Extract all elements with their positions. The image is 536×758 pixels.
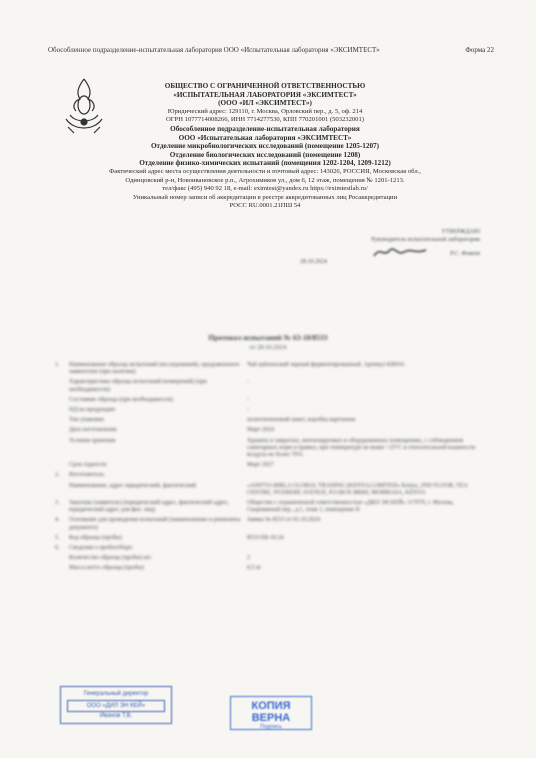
row-label: Код образца (пробы) [69,534,122,541]
row-value: Чай цейлонский черный ферментированный. Артикул KR016 [247,362,405,368]
signature-icon [370,244,430,260]
approval-position: Руководитель испытательной лаборатории [371,237,480,243]
approval-name: Р.С. Фокеев [450,251,480,257]
table-row [55,407,485,414]
row-number [55,483,69,497]
stamp-company-name: ООО «ДИЛ ЭН КЕЙ» [86,703,146,709]
approval-date: 28.10.2024 [300,259,327,265]
row-value: Общество с ограниченной ответственностью «ДИЛ ЭН КЕЙ» 117079, г. Москва, Скорняжный пер., д.1, этаж 1, помещение II [247,500,454,514]
stamp-signature-label: Подпись [260,724,282,730]
division-line2: ООО «Испытательная лаборатория «ЭКСИМТЕСТ» [178,133,352,142]
department-micro: Отделение микробиологических исследований (помещение 1205-1207) [150,142,380,151]
row-label: Условия хранения [69,437,116,444]
row-number [55,397,69,404]
organization-header [60,82,470,211]
department-bio: Отделение биологических исследований (помещение 1208) [169,150,361,159]
row-label: Состояние образца (при необходимости) [69,396,173,403]
table-row [55,462,485,469]
row-number [55,417,69,424]
row-number: 5. [55,534,60,541]
stamp-director-title: Генеральный директор [83,691,149,697]
org-name-line2: «ИСПЫТАТЕЛЬНАЯ ЛАБОРАТОРИЯ «ЭКСИМТЕСТ» [173,90,357,99]
approval-block [300,228,480,266]
form-header-org: Обособленное подразделение-испытательная лаборатория ООО «Испытательная лаборатория «ЭКСИМТЕСТ» [48,46,380,54]
row-number [55,565,69,572]
row-value: 2 [247,555,250,562]
row-number [55,438,69,460]
table-row [55,545,485,552]
org-name-line1: ОБЩЕСТВО С ОГРАНИЧЕННОЙ ОТВЕТСТВЕННОСТЬЮ [164,82,366,90]
table-row [55,438,485,460]
row-label: Сведения о пробоотборе: [69,545,134,552]
registry-line2: РОСС RU.0001.21ПШ 54 [229,202,301,210]
row-value: полиэтиленовый пакет, коробка картонная [247,417,356,424]
row-label: Наименование, адрес юридический, фактический [69,482,196,489]
form-header-line [48,46,494,54]
protocol-date: от 28.10.2024 [249,344,287,351]
table-row [55,379,485,393]
row-value [247,472,485,479]
row-number [55,555,69,562]
stamp-director-name: Иванов Т.В. [99,713,133,719]
table-row [55,417,485,424]
row-label: Основание для проведения испытаний (наименование и реквизиты документа) [69,517,241,531]
row-label: Изготовитель: [69,472,106,479]
division-line1: Обособленное подразделение-испытательная лаборатория [170,124,360,133]
table-row [55,397,485,404]
actual-address-line1: Фактический адрес места осуществления деятельности и почтовый адрес: 143026, РОССИЯ, Московская обл., [109,167,421,175]
protocol-title: Протокол испытаний № 63-18/8533 [208,333,328,342]
row-value [247,545,485,552]
row-value: 8533-ЕБ-10.24 [247,534,284,541]
row-value: «ADITYA BIRLA GLOBAL TRADING (KENYA) LIMITED» Kenya, 2ND FLOOR, TEA CENTRE, NYERERE AVENUE, P.O.BOX 88060, MOMBASA, KENYA [247,482,468,496]
stamp-company-box [67,700,165,712]
row-value: - [247,407,249,414]
registration-ids: ОГРН 1077714008266, ИНН 7714277530, КПП 770201001 (503232001) [166,116,364,124]
row-value: Хранить в закрытых, вентилируемых и оборудованных помещениях, с соблюдением санитарных норм и правил, при температуре не выше +25°С и относительной влажности воздуха не более 70%. [247,437,476,459]
actual-address-line2: Одинцовский р-н, Новоивановское р.п., Агрохимиков ул., дом 6, 12 этаж, помещения № 1201-1213. [125,176,405,184]
director-stamp [60,686,172,724]
row-value: Март 2024 [247,427,275,434]
table-row [55,472,485,479]
row-number: 4. [55,517,60,524]
form-number: Форма 22 [465,46,494,54]
row-label: Количество образца (пробы) шт. [69,555,152,562]
row-number: 6. [55,545,60,552]
row-label: Заказчик (заявитель) (юридический адрес, фактический адрес, юридический адрес для физ. лиц) [69,500,230,514]
row-label: Дата изготовления [69,427,117,434]
table-row [55,555,485,562]
row-label: Масса нетто образца (пробы) [69,565,144,572]
row-value: - [247,396,249,403]
row-number: 1. [55,362,60,368]
row-number: 2. [55,472,60,479]
table-row [55,483,485,497]
row-value: Март 2027 [247,462,275,469]
table-row [55,500,485,514]
stamp-copy-text: КОПИЯ ВЕРНА [251,700,291,724]
row-label: Наименование образца испытаний (исследований), предъявленное заявителем (при наличии) [69,362,240,376]
row-value: - [247,379,249,386]
table-row [55,535,485,542]
table-row [55,517,485,531]
row-label: Срок годности [69,462,107,469]
row-label: НД на продукцию [69,407,116,414]
department-physchem: Отделение физико-химических испытаний (помещения 1202-1204, 1209-1212) [139,159,391,168]
row-value: Заявка № 8533 от 03.10.2024 [247,517,321,524]
approval-title: УТВЕРЖДАЮ [441,229,480,235]
row-number: 3. [55,500,60,507]
copy-verified-stamp [230,696,312,730]
row-label: Характеристика образца испытаний (измерений) (при необходимости) [69,379,207,393]
row-number [55,462,69,469]
table-row [55,427,485,434]
protocol-table [55,362,485,576]
row-label: Тип упаковки [69,417,104,424]
row-number [55,379,69,393]
row-number [55,407,69,414]
table-row [55,362,485,376]
row-number [55,427,69,434]
table-row [55,565,485,572]
row-value: 0,5 кг [247,565,262,572]
org-name-line3: (ООО «ИЛ «ЭКСИМТЕСТ») [218,99,312,108]
legal-address: Юридический адрес: 129110, г. Москва, Орловский пер., д. 5, оф. 214 [167,107,363,115]
contacts: тел/факс (495) 940 92 18, e-mail: eximtest@yandex.ru https://eximtestlab.ru/ [162,185,368,193]
registry-line1: Уникальный номер записи об аккредитации в реестре аккредитованных лиц Росаккредитации [132,193,398,201]
